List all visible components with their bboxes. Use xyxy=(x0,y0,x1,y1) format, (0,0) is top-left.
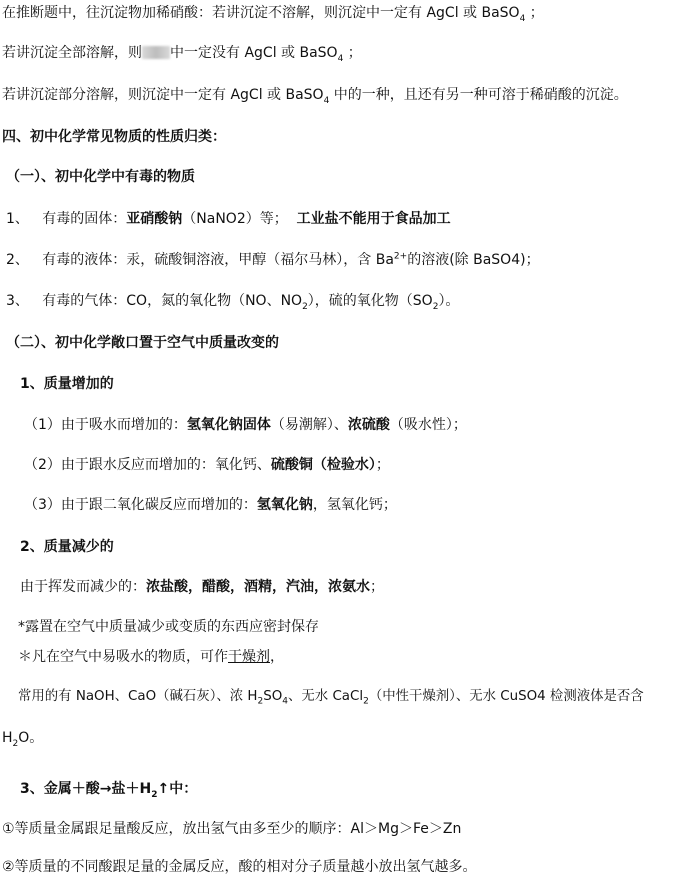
toxic-item-2: 2、 有毒的液体：汞，硫酸铜溶液，甲醇（福尔马林），含 $Ba^{2+}$的溶液(除 BaSO4)； xyxy=(6,251,540,268)
mass-decrease-item: 由于挥发而减少的：浓盐酸，醋酸，酒精，汽油，浓氨水； xyxy=(20,579,384,595)
text-line-2: 若讲沉淀全部溶解，则 中一定没有 AgCl 或 BaSO$_4$ ； xyxy=(2,45,362,64)
section-heading-4: 四、初中化学常见物质的性质归类： xyxy=(2,129,226,145)
mass-decrease-heading: 2、质量减少的 xyxy=(20,539,114,555)
text-line-3: 若讲沉淀部分溶解，则沉淀中一定有 AgCl 或 BaSO$_4$ 中的一种，且还有另一种可溶于稀硝酸的沉淀。 xyxy=(2,87,628,106)
mass-increase-item-2: （2）由于跟水反应而增加的：氧化钙、硫酸铜（检验水）； xyxy=(24,457,390,473)
blurred-watermark xyxy=(142,46,170,59)
subsection-heading-toxic: （一）、初中化学中有毒的物质 xyxy=(6,169,195,185)
toxic-item-1: 1、 有毒的固体：亚硝酸钠（NaNO2）等； 工业盐不能用于食品加工 xyxy=(6,211,451,227)
note-sealed-storage: *露置在空气中质量减少或变质的东西应密封保存 xyxy=(18,619,319,635)
mass-increase-heading: 1、质量增加的 xyxy=(20,376,114,392)
mass-increase-item-3: （3）由于跟二氧化碳反应而增加的：氢氧化钠，氢氧化钙； xyxy=(24,497,397,513)
mass-increase-item-1: （1）由于吸水而增加的：氢氧化钠固体（易潮解）、浓硫酸（吸水性）； xyxy=(24,417,467,433)
toxic-item-3: 3、 有毒的气体：CO，氮的氧化物（NO、$NO_2$），硫的氧化物$(SO_2)$。 xyxy=(6,293,460,312)
metal-acid-heading: 3、金属＋酸→盐$+H_2↑$中： xyxy=(20,781,198,800)
note-desiccant: ＊凡在空气中易吸水的物质，可作干燥剂， xyxy=(18,649,284,665)
text-line-1: 在推断题中，往沉淀物加稀硝酸：若讲沉淀不溶解，则沉淀中一定有 AgCl 或 BaSO$_4$ ； xyxy=(2,5,544,24)
metal-acid-rule-2: ②等质量的不同酸跟足量的金属反应，酸的相对分子质量越小放出氢气越多。 xyxy=(2,859,477,875)
desiccant-examples-line-1: 常用的有 NaOH、CaO（碱石灰）、浓 $H_2SO_4$、无水 CaCl$_2$（中性干燥剂）、无水 CuSO4 检测液体是否含 xyxy=(18,689,644,707)
desiccant-examples-line-2: $H_2O$。 xyxy=(2,730,44,749)
subsection-heading-mass-change: （二）、初中化学敞口置于空气中质量改变的 xyxy=(6,335,279,351)
metal-acid-rule-1: ①等质量金属跟足量酸反应，放出氢气由多至少的顺序：Al＞Mg＞Fe＞Zn xyxy=(2,821,462,837)
